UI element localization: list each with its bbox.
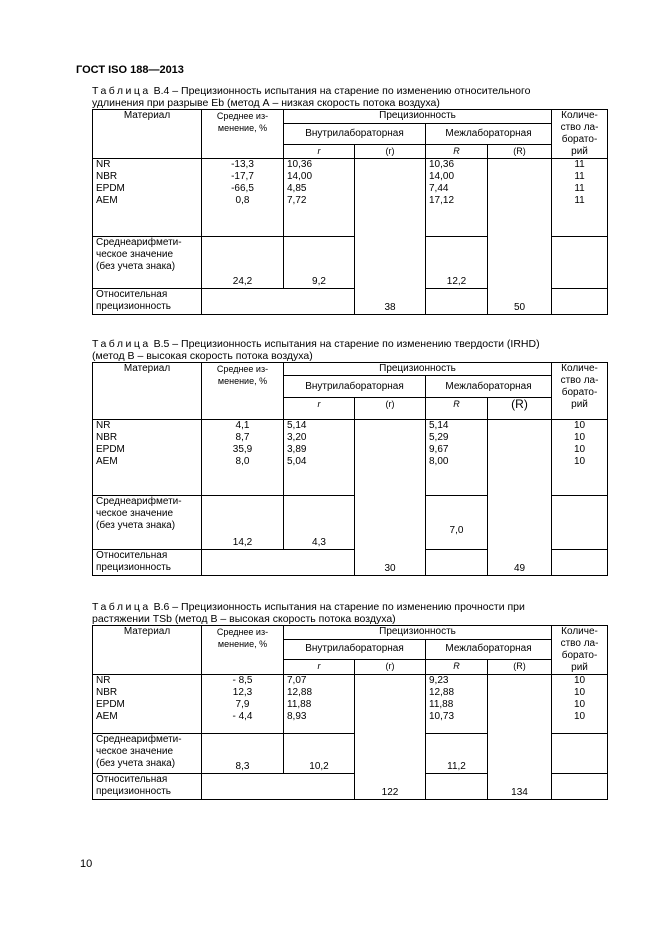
header-material: Материал [93,626,202,675]
header-R: R [426,398,488,420]
rel-R-cell: 50 [488,289,552,315]
table-caption-b6 [92,601,613,625]
avg-R-paren-cell [488,734,552,774]
header-r: r [284,398,355,420]
avg-mean-cell: 8,3 [202,734,284,774]
page-number: 10 [80,858,93,870]
avg-R-paren-cell [488,496,552,550]
rel-empty-cell-2 [426,289,488,315]
labs-cell: 10 10 10 10 [552,420,608,496]
r-values-cell: 5,14 3,20 3,89 5,04 [284,420,355,496]
r-values-cell: 10,36 14,00 4,85 7,72 [284,159,355,237]
avg-mean-cell: 24,2 [202,237,284,289]
mean-change-cell: -13,3 -17,7 -66,5 0,8 [202,159,284,237]
header-intra: Внутрилабораторная [284,376,426,398]
header-labs: Количе- ство ла- борато- рий [552,626,608,675]
avg-labs-cell [552,237,608,289]
labs-cell: 10 10 10 10 [552,675,608,734]
r-paren-cell [355,420,426,496]
R-paren-cell [488,675,552,734]
header-R-paren: (R) [488,398,552,420]
avg-label-cell: Среднеарифмети- ческое значение (без учета знака) [93,237,202,289]
header-intra: Внутрилабораторная [284,639,426,660]
header-R: R [426,660,488,675]
mean-change-cell: 4,1 8,7 35,9 8,0 [202,420,284,496]
rel-empty-cell [202,289,355,315]
rel-labs-cell [552,289,608,315]
rel-empty-cell-2 [426,550,488,576]
avg-mean-cell: 14,2 [202,496,284,550]
avg-R-paren-cell [488,237,552,289]
header-precision: Прецизионность [284,363,552,376]
caption-number: В.5 [153,338,170,350]
R-values-cell: 10,36 14,00 7,44 17,12 [426,159,488,237]
avg-label-cell: Среднеарифмети- ческое значение (без учета знака) [93,734,202,774]
materials-cell: NR NBR EPDM AEM [93,420,202,496]
avg-R-cell: 12,2 [426,237,488,289]
caption-text-line1: – Прецизионность испытания на старение по изменению относительного [172,85,531,97]
avg-labs-cell [552,496,608,550]
avg-r-cell: 9,2 [284,237,355,289]
rel-empty-cell [202,774,355,800]
caption-label: Таблица [92,338,151,350]
labs-cell: 11 11 11 11 [552,159,608,237]
avg-r-paren-cell [355,496,426,550]
rel-R-cell: 134 [488,774,552,800]
header-inter: Межлабораторная [426,123,552,144]
header-r: r [284,660,355,675]
header-labs: Количе- ство ла- борато- рий [552,110,608,159]
header-intra: Внутрилабораторная [284,123,426,144]
table-caption-b5 [92,338,613,362]
header-R-paren: (R) [488,145,552,159]
mean-change-cell: - 8,5 12,3 7,9 - 4,4 [202,675,284,734]
caption-number: В.4 [153,85,170,97]
rel-empty-cell-2 [426,774,488,800]
avg-r-cell: 10,2 [284,734,355,774]
r-paren-cell [355,159,426,237]
caption-text-line2: растяжении TSb (метод В – высокая скорость потока воздуха) [92,613,396,625]
caption-text-line2: удлинения при разрыве Eb (метод А – низкая скорость потока воздуха) [92,97,440,109]
header-mean-change: Среднее из- менение, % [202,363,284,420]
rel-label-cell: Относительная прецизионность [93,550,202,576]
avg-R-cell: 7,0 [426,496,488,550]
rel-labs-cell [552,774,608,800]
precision-table-b6 [92,625,608,800]
rel-label-cell: Относительная прецизионность [93,289,202,315]
header-inter: Межлабораторная [426,376,552,398]
R-values-cell: 5,14 5,29 9,67 8,00 [426,420,488,496]
header-material: Материал [93,110,202,159]
table-caption-b4 [92,85,613,109]
rel-r-cell: 38 [355,289,426,315]
avg-R-cell: 11,2 [426,734,488,774]
avg-labs-cell [552,734,608,774]
rel-empty-cell [202,550,355,576]
header-r-paren: (r) [355,145,426,159]
r-values-cell: 7,07 12,88 11,88 8,93 [284,675,355,734]
header-inter: Межлабораторная [426,639,552,660]
header-r: r [284,145,355,159]
caption-number: В.6 [153,601,170,613]
rel-label-cell: Относительная прецизионность [93,774,202,800]
materials-cell: NR NBR EPDM AEM [93,675,202,734]
header-mean-change: Среднее из- менение, % [202,110,284,159]
header-R-paren: (R) [488,660,552,675]
header-r-paren: (r) [355,398,426,420]
rel-R-cell: 49 [488,550,552,576]
caption-label: Таблица [92,601,151,613]
header-material: Материал [93,363,202,420]
R-values-cell: 9,23 12,88 11,88 10,73 [426,675,488,734]
caption-label: Таблица [92,85,151,97]
caption-text-line2: (метод В – высокая скорость потока воздуха) [92,350,313,362]
materials-cell: NR NBR EPDM AEM [93,159,202,237]
header-labs: Количе- ство ла- борато- рий [552,363,608,420]
rel-r-cell: 122 [355,774,426,800]
document-header: ГОСТ ISO 188—2013 [76,64,184,76]
precision-table-b5 [92,362,608,576]
precision-table-b4 [92,109,608,315]
header-R: R [426,145,488,159]
avg-r-paren-cell [355,237,426,289]
header-precision: Прецизионность [284,626,552,640]
rel-r-cell: 30 [355,550,426,576]
header-r-paren: (r) [355,660,426,675]
caption-text-line1: – Прецизионность испытания на старение по изменению прочности при [172,601,525,613]
avg-r-paren-cell [355,734,426,774]
header-mean-change: Среднее из- менение, % [202,626,284,675]
avg-r-cell: 4,3 [284,496,355,550]
R-paren-cell [488,420,552,496]
R-paren-cell [488,159,552,237]
avg-label-cell: Среднеарифмети- ческое значение (без учета знака) [93,496,202,550]
rel-labs-cell [552,550,608,576]
caption-text-line1: – Прецизионность испытания на старение по изменению твердости (IRHD) [172,338,540,350]
header-precision: Прецизионность [284,110,552,124]
r-paren-cell [355,675,426,734]
